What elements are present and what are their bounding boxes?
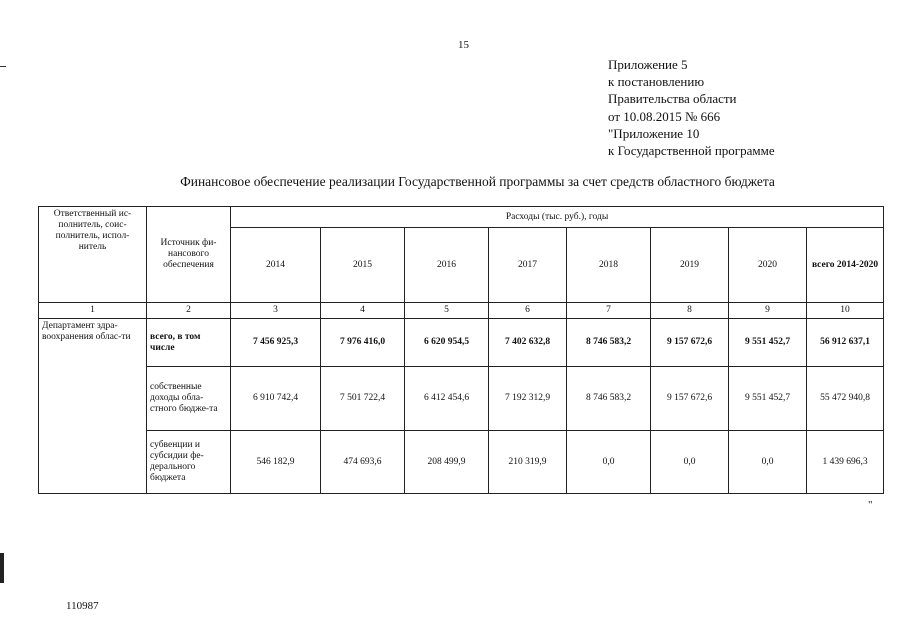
value-cell: 0,0 [567,431,651,494]
expenses-header: Расходы (тыс. руб.), годы [231,207,884,228]
appendix-line: к постановлению [608,74,705,90]
appendix-line: Приложение 5 [608,57,688,72]
value-cell: 474 693,6 [321,431,405,494]
column-number: 3 [231,303,321,319]
appendix-line: Правительства области [608,91,737,107]
value-cell: 8 746 583,2 [567,319,651,367]
table-row [39,319,884,367]
total-cell: 55 472 940,8 [807,367,884,431]
financing-table [38,206,884,494]
total-cell: 1 439 696,3 [807,431,884,494]
value-cell: 546 182,9 [231,431,321,494]
table-row [39,431,884,494]
value-cell: 7 976 416,0 [321,319,405,367]
appendix-header [608,56,775,159]
executor-header: Ответственный ис-полнитель, соис-полнитель, испол-нитель [39,207,147,303]
value-cell: 7 402 632,8 [489,319,567,367]
document-code: 110987 [66,600,99,612]
document-title: Финансовое обеспечение реализации Государственной программы за счет средств областного бюджета [180,174,775,189]
value-cell: 0,0 [729,431,807,494]
total-cell: 56 912 637,1 [807,319,884,367]
source-cell: всего, в том числе [147,319,231,367]
source-cell: субвенции и субсидии фе-дерального бюджета [147,431,231,494]
year-header: 2014 [231,228,321,303]
value-cell: 9 157 672,6 [651,319,729,367]
appendix-line: "Приложение 10 [608,125,700,141]
column-number: 8 [651,303,729,319]
column-number: 2 [147,303,231,319]
value-cell: 9 551 452,7 [729,367,807,431]
year-header: 2020 [729,228,807,303]
column-number: 5 [405,303,489,319]
header-row [39,207,884,228]
value-cell: 6 620 954,5 [405,319,489,367]
year-header: 2015 [321,228,405,303]
value-cell: 208 499,9 [405,431,489,494]
appendix-line: к Государственной программе [608,143,775,159]
year-header: 2017 [489,228,567,303]
year-header: 2018 [567,228,651,303]
column-number: 7 [567,303,651,319]
column-number: 4 [321,303,405,319]
value-cell: 210 319,9 [489,431,567,494]
value-cell: 6 910 742,4 [231,367,321,431]
margin-mark [0,66,6,67]
column-number: 9 [729,303,807,319]
value-cell: 7 192 312,9 [489,367,567,431]
scan-margin-mark [0,553,4,583]
page-number: 15 [458,39,469,51]
value-cell: 9 551 452,7 [729,319,807,367]
value-cell: 0,0 [651,431,729,494]
column-number-row [39,303,884,319]
column-number: 6 [489,303,567,319]
source-cell: собственные доходы обла-стного бюдже-та [147,367,231,431]
source-header: Источник фи-нансового обеспечения [147,207,231,303]
value-cell: 6 412 454,6 [405,367,489,431]
value-cell: 9 157 672,6 [651,367,729,431]
total-header: всего 2014-2020 [807,228,884,303]
year-header: 2019 [651,228,729,303]
executor-cell: Департамент здра-воохранения облас-ти [39,319,147,494]
closing-quote: " [868,499,873,511]
value-cell: 7 456 925,3 [231,319,321,367]
appendix-line: от 10.08.2015 № 666 [608,108,721,124]
value-cell: 7 501 722,4 [321,367,405,431]
year-header: 2016 [405,228,489,303]
column-number: 10 [807,303,884,319]
table-row [39,367,884,431]
column-number: 1 [39,303,147,319]
value-cell: 8 746 583,2 [567,367,651,431]
